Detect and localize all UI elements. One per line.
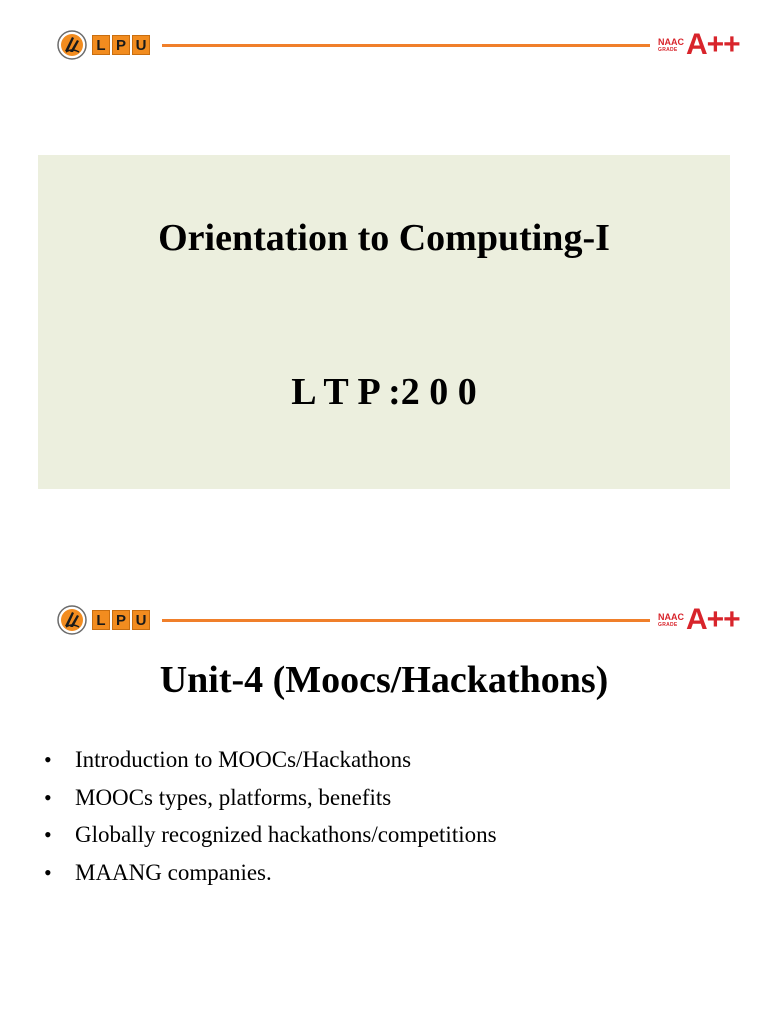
lpu-letter-l: L [92,35,110,55]
lpu-logo [57,601,150,639]
list-item [42,816,497,854]
course-title: Orientation to Computing-I [158,217,610,259]
grade-label: GRADE [658,47,678,53]
slide-header [0,601,768,641]
bullet-icon: • [44,859,52,885]
lpu-letter-p: P [112,35,130,55]
topic-text: MOOCs types, platforms, benefits [75,784,392,810]
ltp-credits: L T P :2 0 0 [291,371,477,413]
header-divider-line [162,44,650,47]
bullet-icon: • [44,784,52,810]
unit-title: Unit-4 (Moocs/Hackathons) [159,659,609,701]
lpu-wordmark [90,35,150,55]
naac-grade-badge [658,603,740,637]
lpu-letter-u: U [132,610,150,630]
grade-label: GRADE [658,622,678,628]
topic-text: Introduction to MOOCs/Hackathons [75,747,412,772]
list-item [42,741,497,779]
bullet-icon: • [44,747,52,772]
slide-unit-overview [0,577,768,1024]
bullet-icon: • [44,822,52,847]
topic-list [42,741,497,891]
lpu-logo [57,26,150,64]
lpu-letter-u: U [132,35,150,55]
grade-value: A++ [686,28,740,61]
lpu-emblem-icon [57,605,87,635]
lpu-wordmark [90,610,150,630]
course-title-box [38,155,730,489]
header-divider-line [162,619,650,622]
naac-label: NAAC [658,612,684,622]
lpu-letter-p: P [112,610,130,630]
topic-text: Globally recognized hackathons/competitions [75,822,497,847]
naac-grade-badge [658,28,740,62]
lpu-letter-l: L [92,610,110,630]
slide-header [0,26,768,66]
list-item [42,854,497,892]
grade-value: A++ [686,603,740,636]
list-item [42,779,497,817]
topic-text: MAANG companies. [75,859,272,885]
naac-label: NAAC [658,37,684,47]
lpu-emblem-icon [57,30,87,60]
